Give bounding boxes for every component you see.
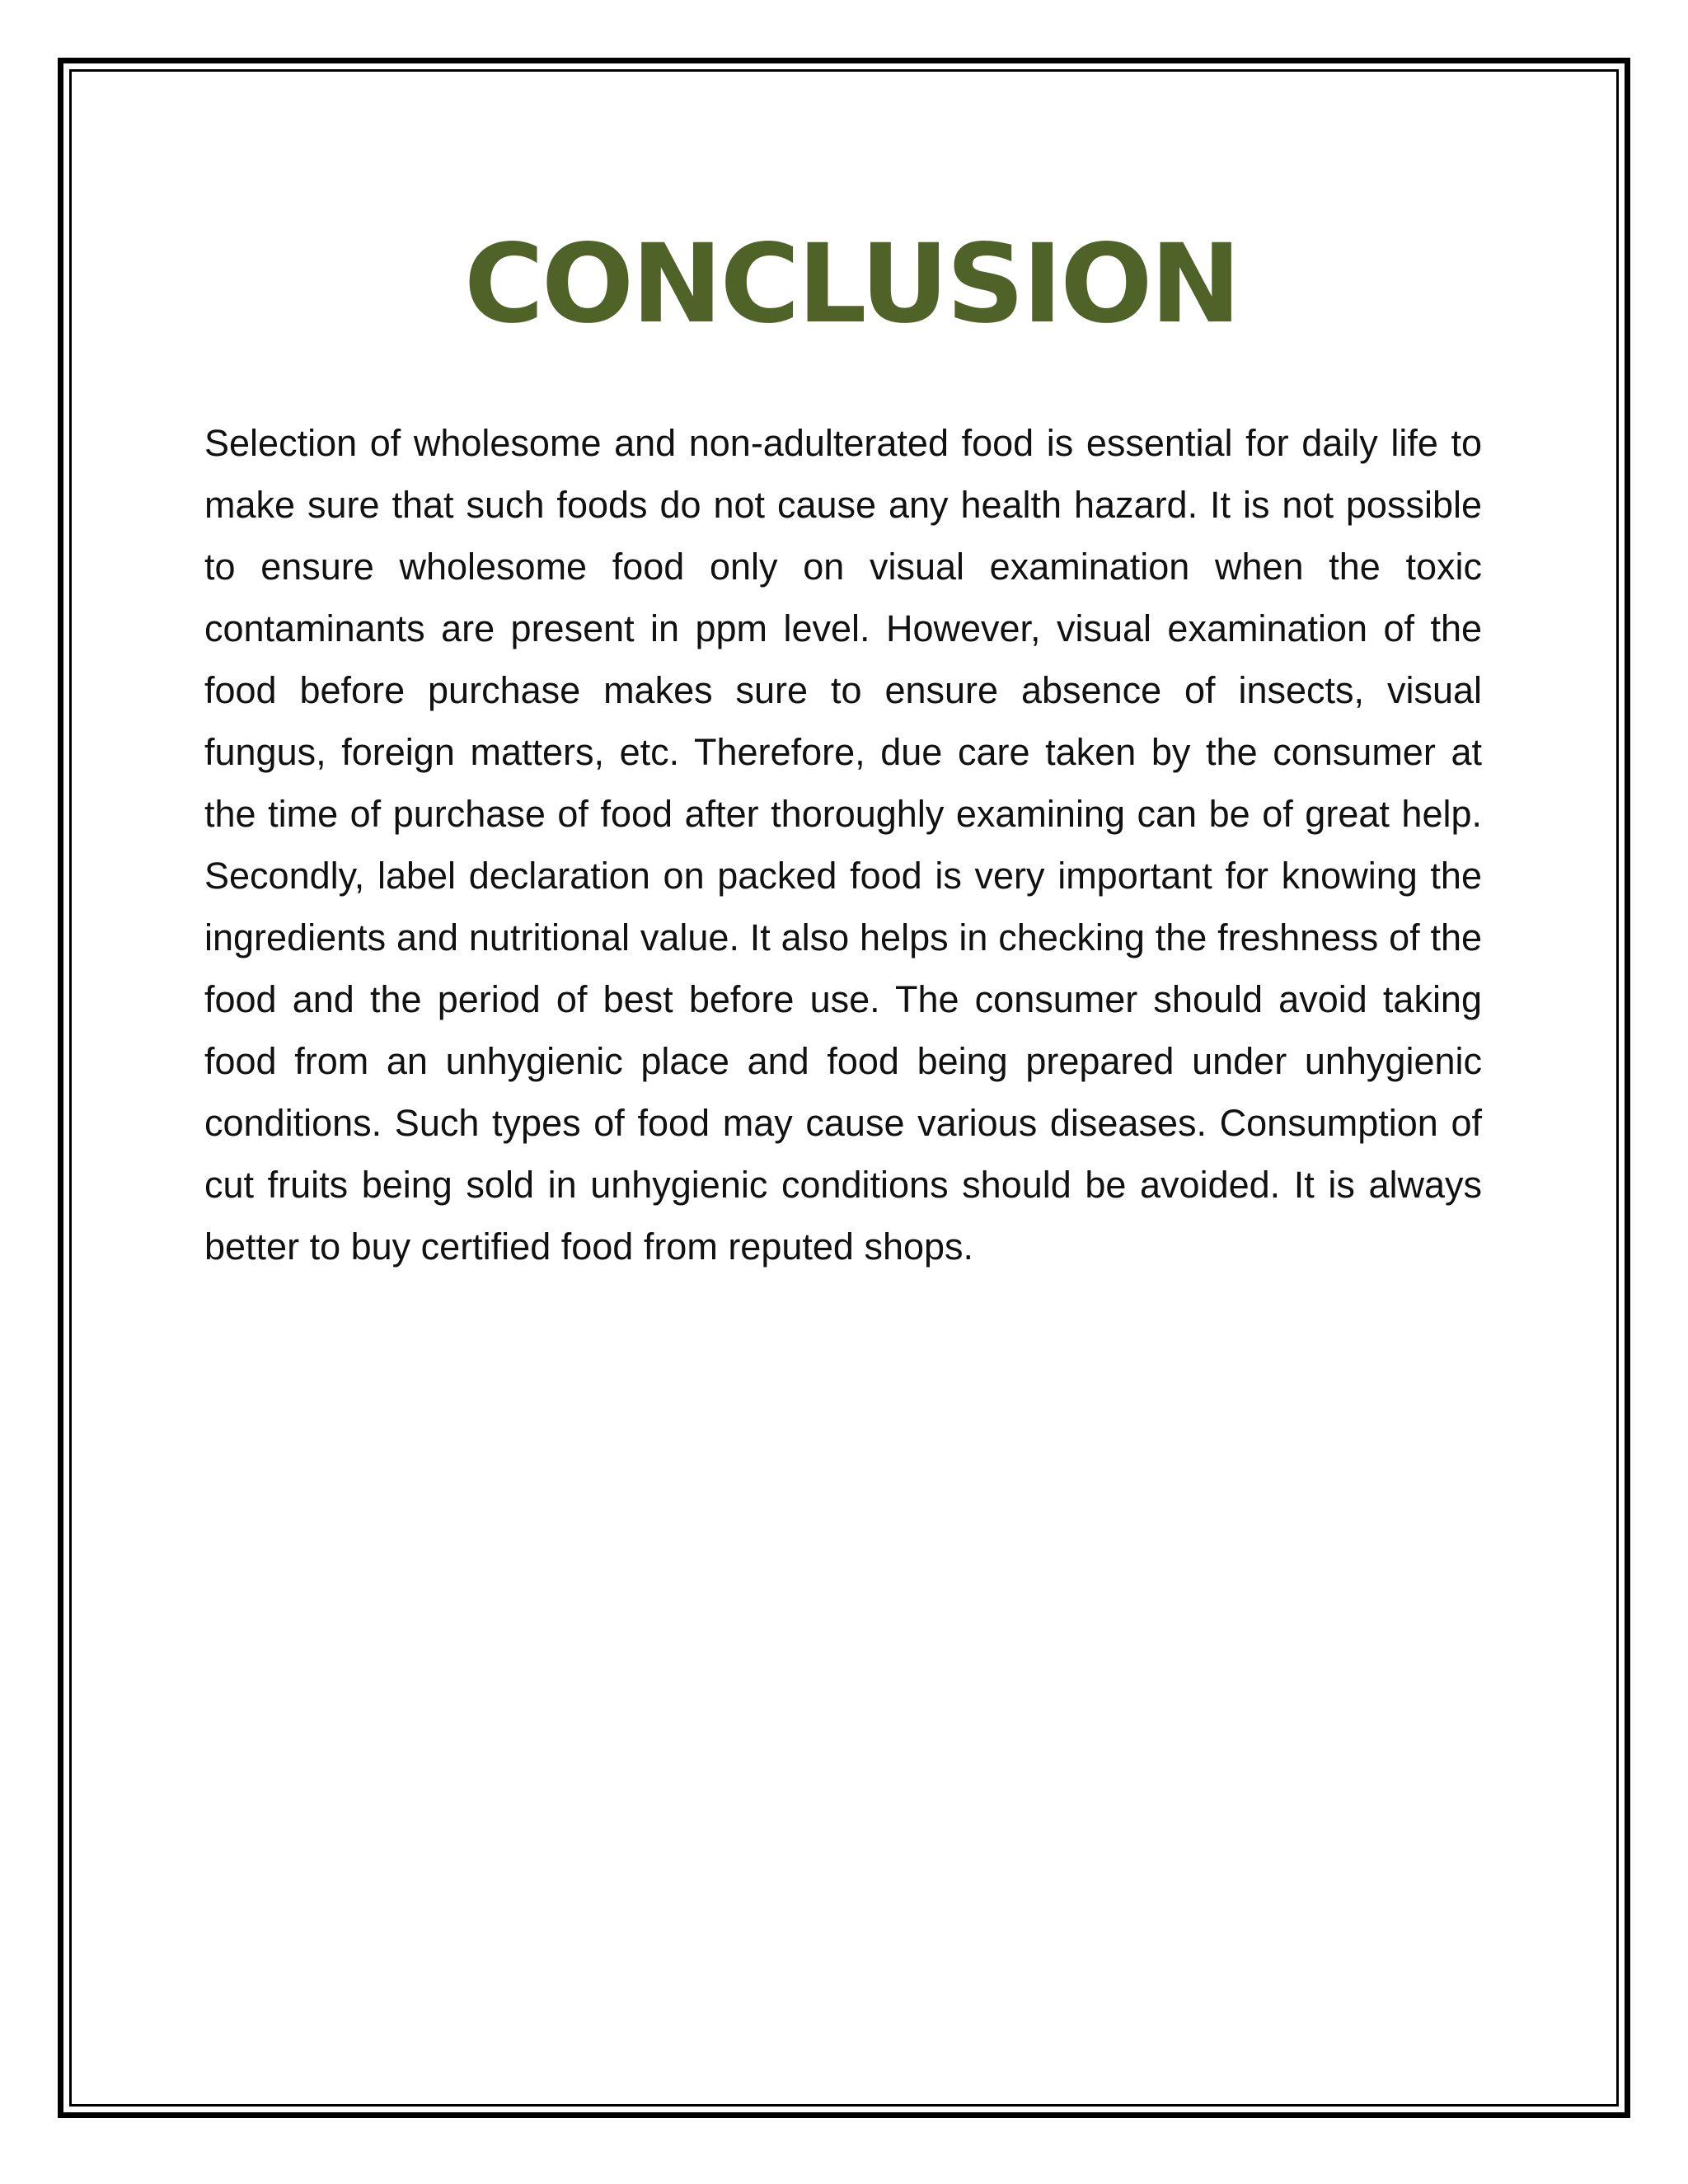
page-title: CONCLUSION xyxy=(464,221,1239,348)
conclusion-paragraph: Selection of wholesome and non-adulterated food is essential for daily life to make sure that such foods do not cause any health hazard. It is not possible to ensure wholesome food only on visual examination when the toxic contaminants are present in ppm level. However, visual examination of the food before purchase makes sure to ensure absence of insects, visual fungus, foreign matters, etc. Therefore, due care taken by the consumer at the time of purchase of food after thoroughly examining can be of great help. Secondly, label declaration on packed food is very important for knowing the ingredients and nutritional value. It also helps in checking the freshness of the food and the period of best before use. The consumer should avoid taking food from an unhygienic place and food being prepared under unhygienic conditions. Such types of food may cause various diseases. Consumption of cut fruits being sold in unhygienic conditions should be avoided. It is always better to buy certified food from reputed shops. xyxy=(204,422,1482,1268)
document-content xyxy=(204,223,1482,1277)
